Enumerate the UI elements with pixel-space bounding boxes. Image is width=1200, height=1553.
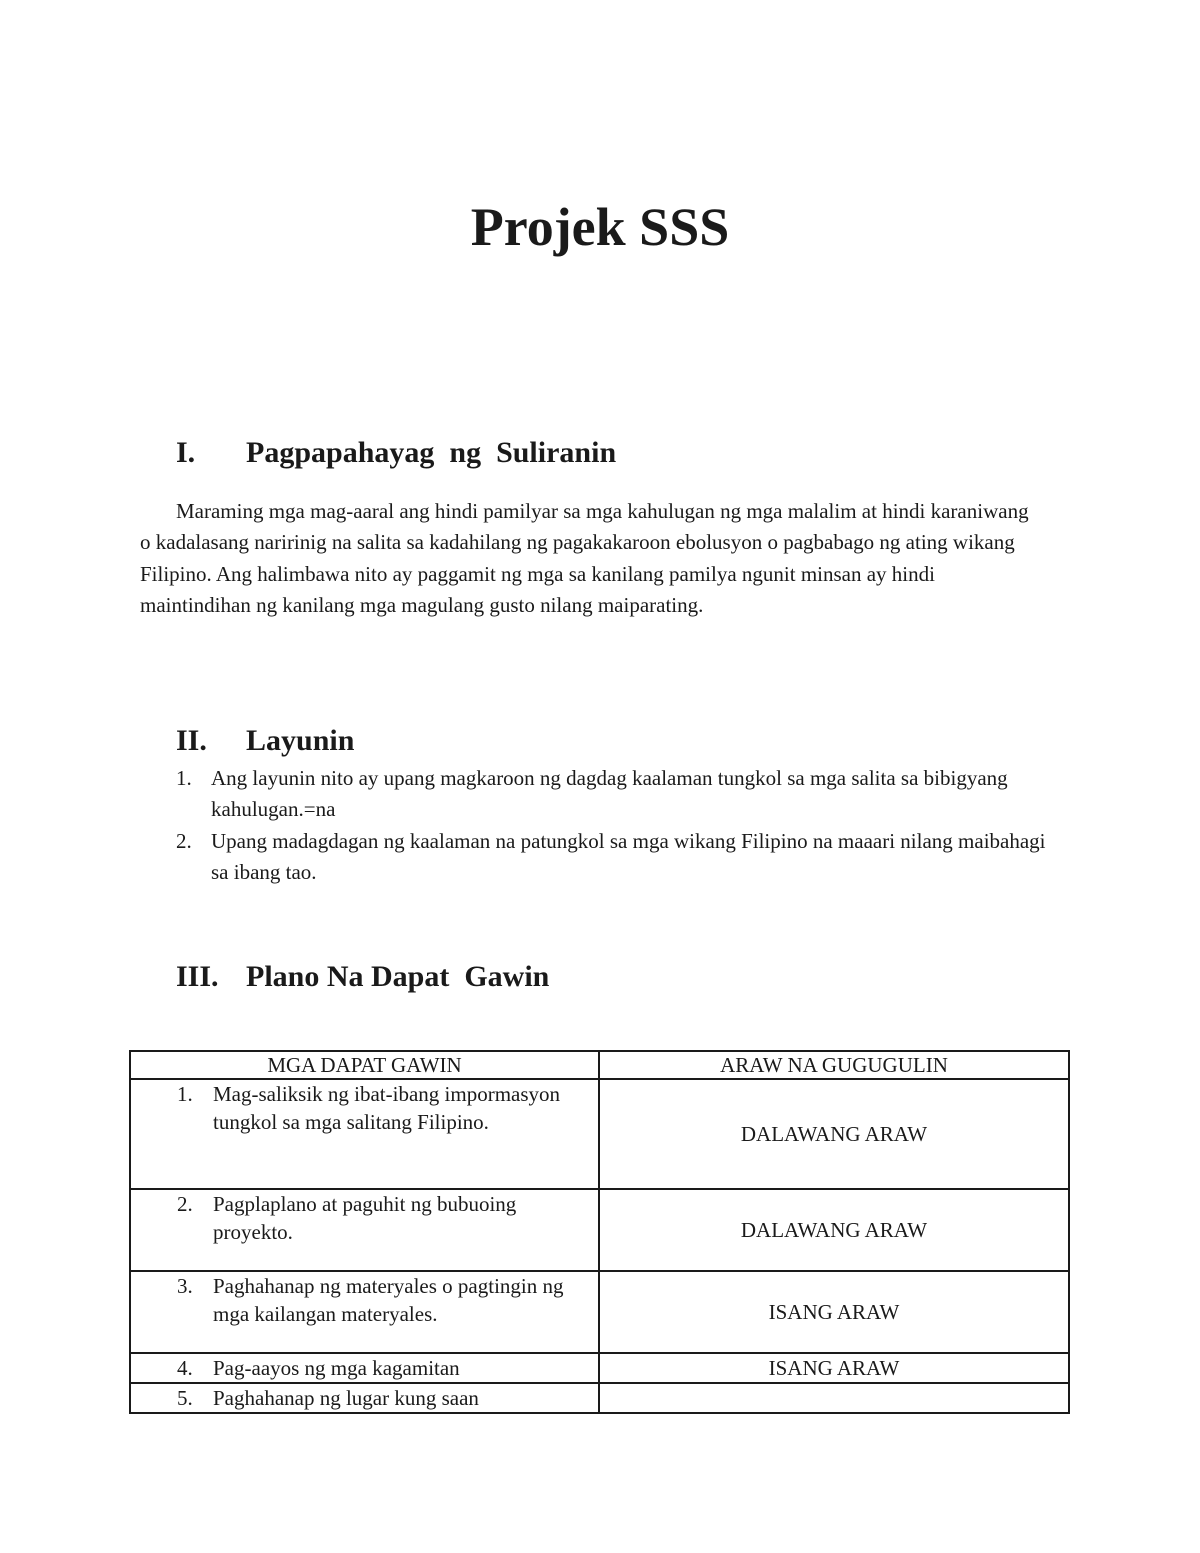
days-cell: ISANG ARAW: [599, 1353, 1069, 1383]
column-header-days: ARAW NA GUGUGULIN: [599, 1051, 1069, 1079]
task-cell: [130, 1189, 599, 1271]
task-number: 3.: [177, 1274, 193, 1298]
problem-paragraph: Maraming mga mag-aaral ang hindi pamilyar sa mga kahulugan ng mga malalim at hindi karaniwang o kadalasang naririnig na salita sa kadahilang ng pagakakaroon ebolusyon o pagbabago ng ating wikang Filipino. Ang halimbawa nito ay paggamit ng mga sa kanilang pamilya ngunit minsan ay hindi maintindihan ng kanilang mga magulang gusto nilang maiparating.: [140, 499, 1029, 617]
task-number: 5.: [177, 1386, 193, 1410]
list-number: 2.: [176, 828, 192, 853]
column-header-tasks: MGA DAPAT GAWIN: [130, 1051, 599, 1079]
days-cell: DALAWANG ARAW: [599, 1079, 1069, 1189]
days-cell: [599, 1383, 1069, 1413]
section-title: Pagpapahayag ng Suliranin: [246, 436, 617, 469]
days-cell: DALAWANG ARAW: [599, 1189, 1069, 1271]
document-title: Projek SSS: [470, 197, 730, 257]
section-heading-plano: [176, 960, 549, 994]
list-item: [140, 826, 1050, 889]
plan-table: [129, 1050, 1070, 1414]
task-text: Pag-aayos ng mga kagamitan: [213, 1356, 460, 1380]
task-cell: [130, 1353, 599, 1383]
list-item: [140, 763, 1050, 826]
section-title: Plano Na Dapat Gawin: [246, 960, 550, 993]
table-row: [130, 1383, 1069, 1413]
list-item-text: Upang madagdagan ng kaalaman na patungkol sa mga wikang Filipino na maaari nilang maibahagi sa ibang tao.: [211, 828, 1046, 884]
task-text: Paghahanap ng lugar kung saan: [213, 1386, 479, 1410]
list-item-text: Ang layunin nito ay upang magkaroon ng dagdag kaalaman tungkol sa mga salita sa bibigyang kahulugan.=na: [211, 766, 1008, 822]
task-cell: [130, 1271, 599, 1353]
table-row: [130, 1189, 1069, 1271]
task-number: 1.: [177, 1082, 193, 1106]
section-title: Layunin: [246, 724, 355, 757]
table-row: [130, 1353, 1069, 1383]
task-number: 2.: [177, 1192, 193, 1216]
table-row: [130, 1079, 1069, 1189]
section-number: I.: [176, 436, 196, 469]
section-heading-suliranin: [176, 436, 616, 470]
task-text: Mag-saliksik ng ibat-ibang impormasyon tungkol sa mga salitang Filipino.: [213, 1082, 561, 1134]
task-text: Pagplaplano at paguhit ng bubuoing proyekto.: [213, 1192, 517, 1244]
section-heading-layunin: [176, 724, 354, 758]
section-number: III.: [176, 960, 219, 993]
list-number: 1.: [176, 766, 192, 790]
days-cell: ISANG ARAW: [599, 1271, 1069, 1353]
task-cell: [130, 1383, 599, 1413]
table-header-row: [130, 1051, 1069, 1079]
task-cell: [130, 1079, 599, 1189]
goals-list: [140, 763, 1050, 888]
table-row: [130, 1271, 1069, 1353]
task-text: Paghahanap ng materyales o pagtingin ng mga kailangan materyales.: [213, 1274, 564, 1326]
section-number: II.: [176, 724, 207, 757]
task-number: 4.: [177, 1356, 193, 1380]
